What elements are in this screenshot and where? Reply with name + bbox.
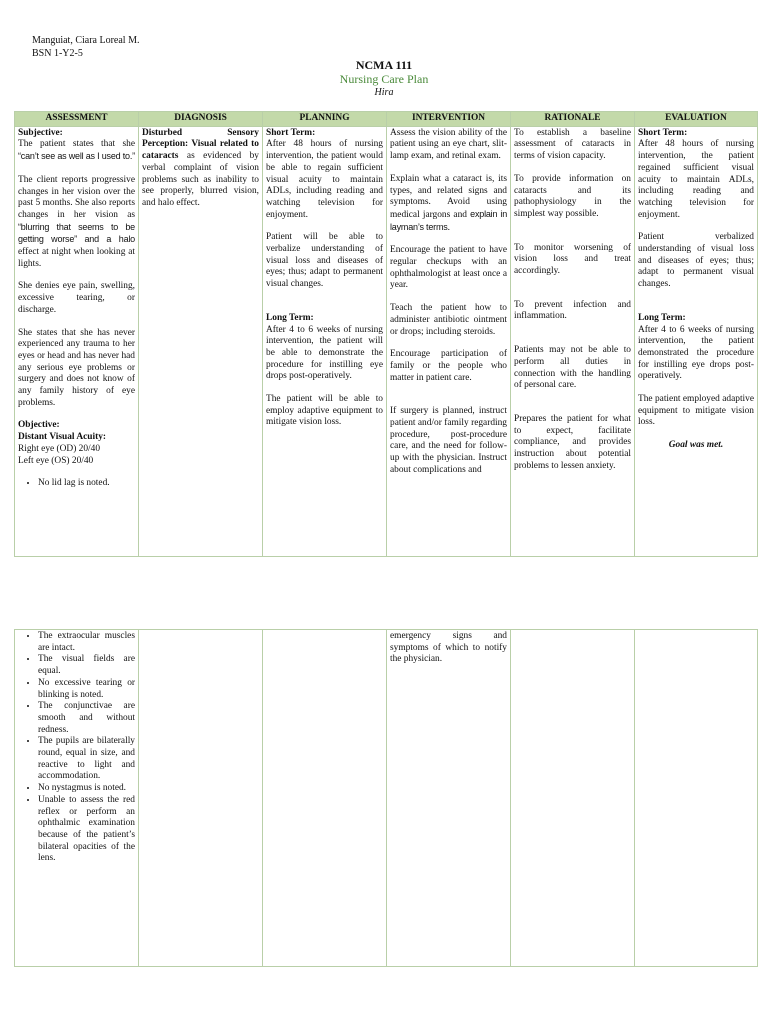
- column-header-assessment: ASSESSMENT: [15, 112, 139, 127]
- intervention-6: If surgery is planned, instruct patient and/or family regarding procedure, post-procedure care, and the need for follow-up with the physician. Instruct about complications and: [390, 406, 507, 475]
- rationale-2: To provide information on cataracts and its pathophysiology in the simplest way possible.: [514, 173, 631, 219]
- assessment-cell-continued: [15, 630, 139, 967]
- objective-findings-list-continued: [18, 631, 135, 865]
- intervention-3: Encourage the patient to have regular checkups with an ophthalmologist at least once a year.: [390, 245, 507, 291]
- planning-cell: [263, 126, 387, 556]
- rationale-cell: [511, 126, 635, 556]
- intervention-4: Teach the patient how to administer antibiotic ointment or drops; including steroids.: [390, 303, 507, 337]
- rationale-3: To monitor worsening of vision loss and treat accordingly.: [514, 242, 631, 277]
- intervention-1: Assess the vision ability of the patient using an eye chart, slit-lamp exam, and retinal exam.: [390, 127, 507, 162]
- rationale-cell-continued: [511, 630, 635, 967]
- intervention-6-continued: emergency signs and symptoms of which to notify the physician.: [390, 631, 507, 665]
- list-item: • The visual fields are equal.: [38, 654, 135, 677]
- diagnosis-bold: Disturbed Sensory Perception: Visual related to cataracts: [142, 127, 259, 162]
- intervention-5: Encourage participation of family or the people who matter in patient care.: [390, 349, 507, 383]
- evaluation-short-1: After 48 hours of nursing intervention, the patient regained sufficient visual acuity to maintain ADLs, including reading and watching television for enjoyment.: [638, 139, 754, 220]
- list-item: • The pupils are bilaterally round, equal in size, and reactive to light and accommodation.: [38, 736, 135, 783]
- intervention-2: Explain what a cataract is, its types, and related signs and symptoms. Avoid using medical jargons and explain in layman’s terms.: [390, 173, 508, 233]
- table-header-row: [15, 112, 758, 127]
- list-item: • No excessive tearing or blinking is noted.: [38, 678, 135, 701]
- subjective-medical-history: She states that she has never experienced any trauma to her eyes or head and has never had any serious eye problems or surgery and does not know of any family history of eye problems.: [18, 327, 135, 408]
- student-name: Manguiat, Ciara Loreal M.: [32, 35, 140, 46]
- planning-short-goal-2: Patient will be able to verbalize understanding of visual loss and diseases of eyes; thus; adapt to permanent visual changes.: [266, 232, 383, 290]
- evaluation-long-term-label: Long Term:: [638, 312, 686, 323]
- list-item: • The conjunctivae are smooth and without redness.: [38, 701, 135, 736]
- intervention-cell-continued: [387, 630, 511, 967]
- evaluation-short-2: Patient verbalized understanding of visual loss and diseases of eyes; thus; adapt to permanent visual changes.: [638, 232, 754, 290]
- list-item: • No nystagmus is noted.: [38, 783, 135, 795]
- planning-long-goal-2: The patient will be able to employ adaptive equipment to mitigate vision loss.: [266, 394, 383, 428]
- subjective-statement: The patient states that she “can’t see as well as I used to.”: [18, 139, 135, 162]
- rationale-6: Prepares the patient for what to expect, facilitate compliance, and provides instruction about potential problems to lessen anxiety.: [514, 413, 631, 471]
- table-row: [15, 630, 758, 967]
- care-plan-table-page-1: [14, 111, 758, 557]
- planning-short-goal-1: After 48 hours of nursing intervention, the patient would be able to regain sufficient visual acuity to maintain ADLs, including reading and watching television for enjoyment.: [266, 139, 383, 220]
- patient-name: Hira: [374, 87, 394, 98]
- assessment-cell: [15, 126, 139, 556]
- planning-cell-continued: [263, 630, 387, 967]
- subjective-history: The client reports progressive changes in her vision over the past 5 months. She also reports changes in her vision as “blurring that seems to be getting worse” and a halo effect at night when looking at lights.: [18, 174, 135, 269]
- document-title-block: [0, 58, 768, 99]
- subjective-label: Subjective:: [18, 127, 63, 138]
- evaluation-short-term-label: Short Term:: [638, 127, 688, 138]
- column-header-rationale: RATIONALE: [511, 112, 635, 127]
- evaluation-long-2: The patient employed adaptive equipment to mitigate vision loss.: [638, 394, 754, 428]
- list-item: • Unable to assess the red reflex or perform an ophthalmic examination because of the patient’s bilateral opacities of the lens.: [38, 795, 135, 865]
- planning-long-term-label: Long Term:: [266, 312, 314, 323]
- column-header-diagnosis: DIAGNOSIS: [139, 112, 263, 127]
- column-header-evaluation: EVALUATION: [635, 112, 758, 127]
- course-code: NCMA 111: [355, 58, 413, 72]
- evaluation-long-1: After 4 to 6 weeks of nursing intervention, the patient demonstrated the procedure for instilling eye drops post-operatively.: [638, 324, 754, 382]
- column-header-planning: PLANNING: [263, 112, 387, 127]
- diagnosis-evidence: as evidenced by verbal complaint of vision problems such as inability to see properly, blurred vision, and halo effect.: [142, 151, 259, 208]
- right-eye-acuity: Right eye (OD) 20/40: [18, 443, 101, 454]
- diagnosis-cell: [139, 126, 263, 556]
- evaluation-cell: [635, 126, 758, 556]
- table-row: [15, 126, 758, 556]
- rationale-4: To prevent infection and inflammation.: [514, 299, 631, 322]
- visual-acuity-label: Distant Visual Acuity:: [18, 432, 107, 443]
- objective-findings-list: [18, 478, 135, 490]
- list-item: • The extraocular muscles are intact.: [38, 631, 135, 654]
- column-header-intervention: INTERVENTION: [387, 112, 511, 127]
- list-item: • No lid lag is noted.: [38, 478, 135, 490]
- intervention-cell: [387, 126, 511, 556]
- student-info: [32, 34, 139, 60]
- objective-label: Objective:: [18, 420, 60, 431]
- student-section: BSN 1-Y2-5: [32, 48, 83, 59]
- planning-long-goal-1: After 4 to 6 weeks of nursing intervention, the patient will be able to demonstrate the procedure for instilling eye drops post-operatively.: [266, 324, 383, 382]
- subjective-denials: She denies eye pain, swelling, excessive tearing, or discharge.: [18, 281, 135, 315]
- diagnosis-cell-continued: [139, 630, 263, 967]
- left-eye-acuity: Left eye (OS) 20/40: [18, 455, 94, 466]
- rationale-1: To establish a baseline assessment of cataracts in terms of vision capacity.: [514, 127, 631, 162]
- care-plan-table-page-2: [14, 629, 758, 967]
- evaluation-cell-continued: [635, 630, 758, 967]
- goal-status: Goal was met.: [668, 440, 724, 451]
- planning-short-term-label: Short Term:: [266, 127, 316, 138]
- rationale-5: Patients may not be able to perform all duties in connection with the handling of personal care.: [514, 345, 631, 391]
- document-title: Nursing Care Plan: [339, 72, 429, 86]
